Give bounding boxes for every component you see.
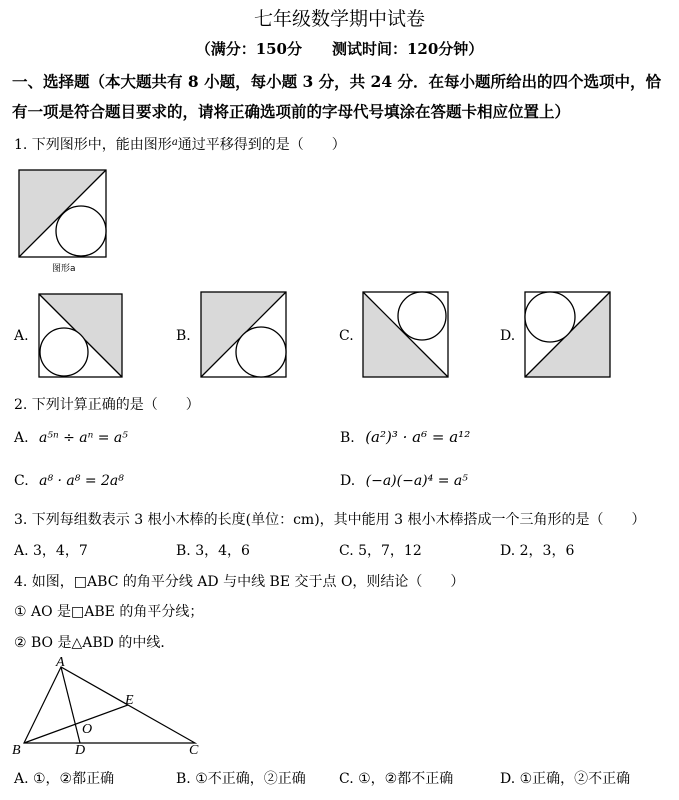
q2-option-b-letter: B. — [340, 430, 355, 446]
q2-option-c-expr: a⁸ · a⁸ = 2a⁸ — [39, 473, 124, 489]
label-a: A — [56, 655, 65, 670]
q1-stem-part2: 通过平移得到的是（ ） — [177, 137, 346, 153]
figure-a-label: 图形a — [52, 264, 76, 274]
exam-info: （满分：150分 测试时间：120分钟） — [195, 40, 484, 58]
q1-option-d-letter[interactable]: D. — [500, 328, 516, 344]
label-o: O — [82, 722, 93, 737]
q4-option-d[interactable]: D. ①正确，②不正确 — [500, 771, 631, 787]
q1-var-a: a — [171, 137, 178, 148]
label-d: D — [75, 743, 86, 758]
q2-option-c[interactable] — [14, 473, 124, 489]
q3-option-a[interactable]: A. 3，4，7 — [14, 543, 88, 559]
q1-option-c-letter[interactable]: C. — [339, 328, 354, 344]
q1-option-a-letter[interactable]: A. — [14, 328, 29, 344]
q2-option-a-expr: a⁵ⁿ ÷ aⁿ = a⁵ — [39, 430, 128, 446]
q1-option-d-figure[interactable] — [524, 291, 612, 379]
q4-option-a[interactable]: A. ①，②都正确 — [14, 771, 115, 787]
q4-option-c[interactable]: C. ①，②都不正确 — [339, 771, 454, 787]
question-4-stem: 4. 如图，□ABC 的角平分线 AD 与中线 BE 交于点 O，则结论（ ） — [14, 574, 465, 590]
q1-option-a-figure[interactable] — [38, 293, 124, 379]
label-c: C — [189, 743, 199, 758]
q3-option-b[interactable]: B. 3，4，6 — [176, 543, 250, 559]
triangle-figure — [12, 655, 212, 760]
q1-option-c-figure[interactable] — [362, 291, 450, 379]
q3-option-d[interactable]: D. 2，3，6 — [500, 543, 575, 559]
q2-option-d-letter: D. — [340, 473, 356, 489]
q3-option-c[interactable]: C. 5，7，12 — [339, 543, 422, 559]
segment-ad — [61, 667, 80, 743]
q2-option-c-letter: C. — [14, 473, 29, 489]
q2-option-d-expr: (−a)(−a)⁴ = a⁵ — [365, 473, 468, 489]
q1-stem-part1: 1. 下列图形中，能由图形 — [14, 137, 172, 153]
q2-option-d[interactable] — [340, 473, 468, 489]
q2-option-b[interactable] — [340, 428, 470, 446]
section-heading-line2: 有一项是符合题目要求的，请将正确选项前的字母代号填涂在答题卡相应位置上） — [12, 102, 571, 121]
question-1-stem — [14, 134, 346, 154]
page-title: 七年级数学期中试卷 — [253, 8, 425, 30]
section-heading-line1: 一、选择题（本大题共有 8 小题，每小题 3 分，共 24 分．在每小题所给出的四个选项中，恰 — [12, 72, 662, 91]
q2-option-a-letter: A. — [14, 430, 29, 446]
label-b: B — [12, 743, 21, 758]
q4-option-b[interactable]: B. ①不正确，②正确 — [176, 771, 306, 787]
q2-option-a[interactable] — [14, 430, 128, 446]
q2-option-b-expr: (a²)³ · a⁶ = a¹² — [365, 428, 471, 446]
question-3-stem: 3. 下列每组数表示 3 根小木棒的长度(单位：cm)，其中能用 3 根小木棒搭成一个三角形的是（ ） — [14, 512, 646, 528]
label-e: E — [125, 693, 134, 708]
q1-option-b-figure[interactable] — [200, 291, 288, 379]
question-2-stem: 2. 下列计算正确的是（ ） — [14, 397, 200, 413]
q4-claim-1: ① AO 是□ABE 的角平分线； — [14, 604, 204, 620]
figure-a — [18, 169, 110, 273]
q4-claim-2: ② BO 是△ABD 的中线． — [14, 635, 175, 651]
triangle-abc — [24, 667, 195, 743]
q1-option-b-letter[interactable]: B. — [176, 328, 191, 344]
